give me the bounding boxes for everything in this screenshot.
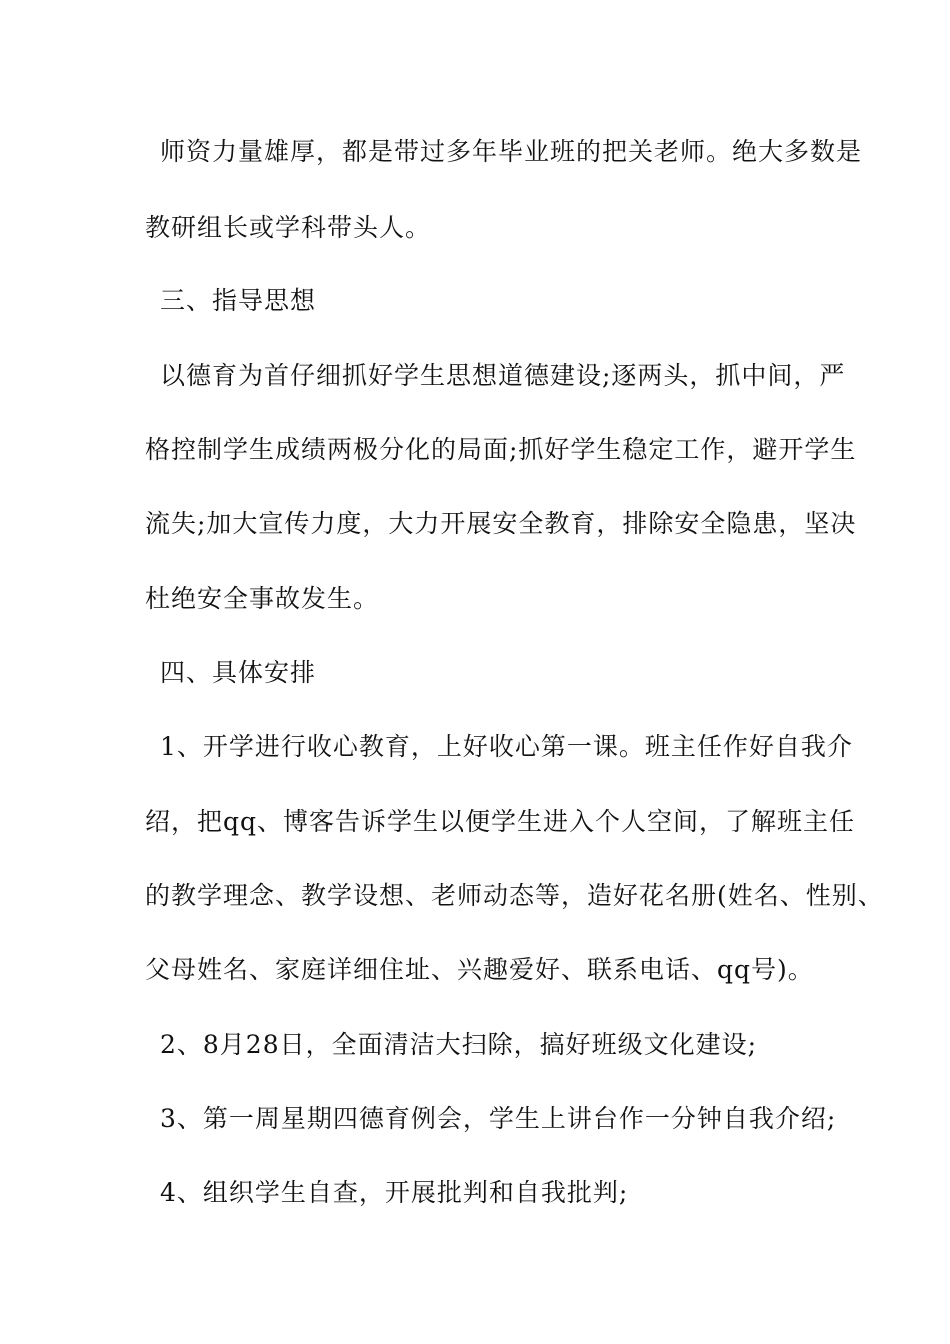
paragraph-line: 流失;加大宣传力度，大力开展安全教育，排除安全隐患，坚决 [145, 509, 857, 538]
paragraph-line: 格控制学生成绩两极分化的局面;抓好学生稳定工作，避开学生 [145, 435, 857, 464]
list-item: 2、8月28日，全面清洁大扫除，搞好班级文化建设; [160, 1030, 758, 1059]
paragraph-line: 杜绝安全事故发生。 [145, 584, 380, 613]
list-item: 3、第一周星期四德育例会，学生上讲台作一分钟自我介绍; [160, 1104, 837, 1133]
paragraph-line: 父母姓名、家庭详细住址、兴趣爱好、联系电话、qq号)。 [145, 955, 814, 984]
section-heading: 四、具体安排 [160, 658, 317, 687]
paragraph-line: 以德育为首仔细抓好学生思想道德建设;逐两头，抓中间，严 [160, 361, 846, 390]
section-heading: 三、指导思想 [160, 286, 317, 315]
paragraph-line: 教研组长或学科带头人。 [145, 213, 432, 242]
paragraph-line: 绍，把qq、博客告诉学生以便学生进入个人空间，了解班主任 [145, 807, 856, 836]
paragraph-line: 1、开学进行收心教育，上好收心第一课。班主任作好自我介 [160, 732, 853, 761]
paragraph-line: 的教学理念、教学设想、老师动态等，造好花名册(姓名、性别、 [145, 881, 884, 910]
paragraph-line: 师资力量雄厚，都是带过多年毕业班的把关老师。绝大多数是 [160, 137, 863, 166]
list-item: 4、组织学生自查，开展批判和自我批判; [160, 1178, 629, 1207]
